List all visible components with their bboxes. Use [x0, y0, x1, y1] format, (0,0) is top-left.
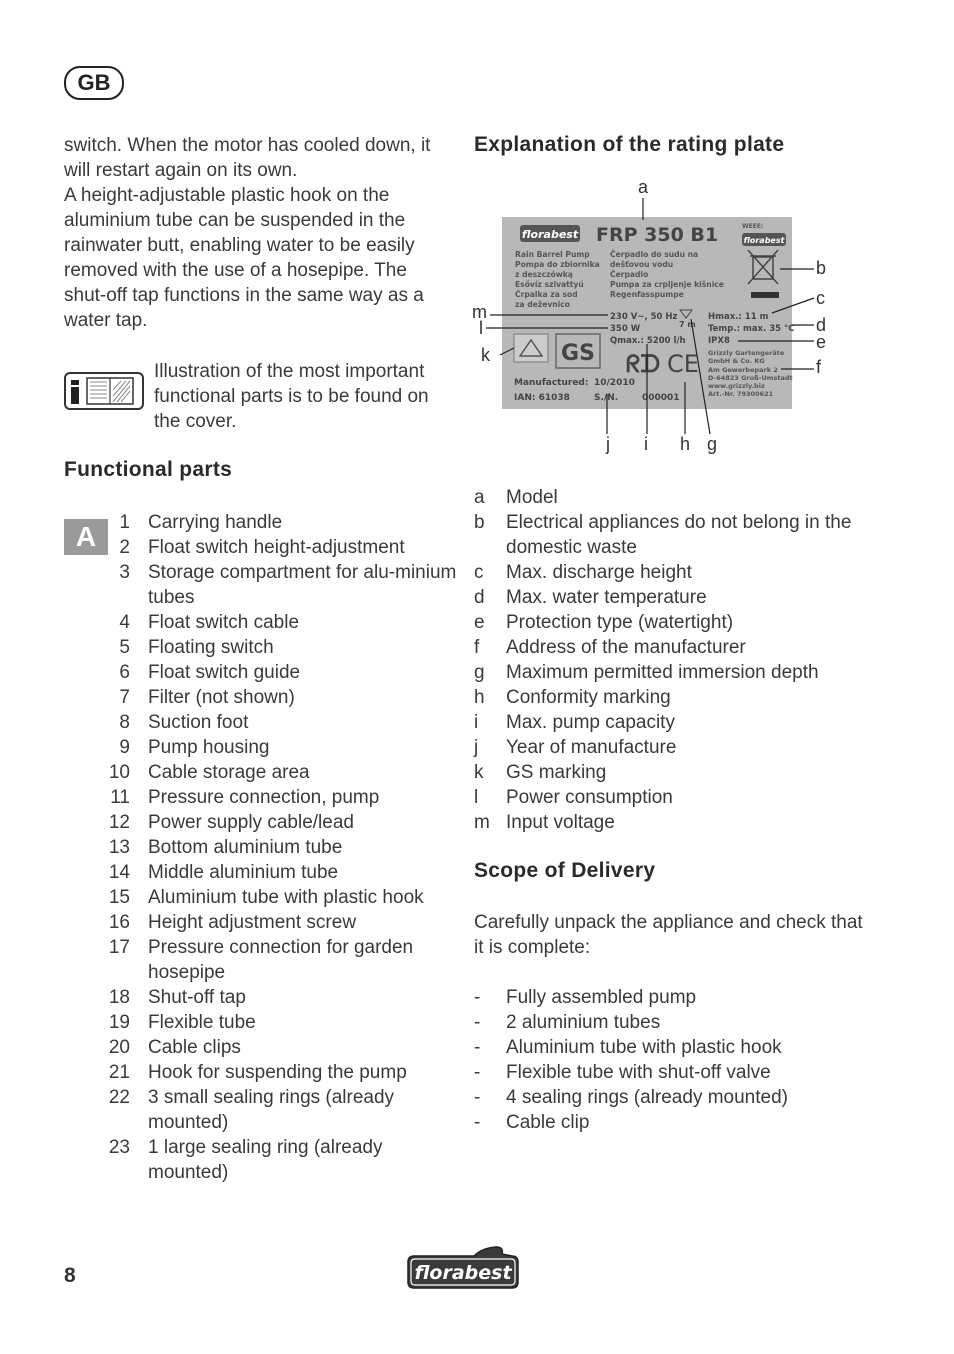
plate-sn-value: 000001: [642, 393, 680, 403]
dash-bullet: -: [474, 1037, 481, 1058]
intro-paragraph-1: switch. When the motor has cooled down, it will restart again on its own.: [64, 135, 431, 181]
list-item: [100, 810, 460, 835]
part-number: 11: [110, 787, 130, 808]
list-item: [100, 1035, 460, 1060]
rating-plate-legend: [474, 485, 874, 835]
part-text: Storage compartment for alu-minium tubes: [148, 562, 457, 608]
legend-text: Maximum permitted immersion depth: [506, 662, 819, 683]
list-item: [474, 610, 874, 635]
list-item: [474, 1010, 874, 1035]
rating-plate-figure: [470, 172, 840, 462]
scope-item-text: Fully assembled pump: [506, 987, 697, 1008]
language-badge: GB: [64, 66, 124, 100]
figure-a-label: A: [64, 519, 108, 555]
part-number: 5: [119, 637, 130, 658]
legend-key: j: [474, 737, 479, 758]
plate-address-1: Grizzly Gartengeräte: [708, 349, 785, 357]
list-item: [100, 1135, 460, 1185]
part-number: 14: [108, 862, 130, 883]
legend-text: Conformity marking: [506, 687, 671, 708]
list-item: [474, 985, 874, 1010]
callout-j: j: [606, 434, 610, 454]
plate-name-right-1: Čerpadlo do sudu na: [610, 250, 699, 259]
part-text: Pump housing: [148, 737, 270, 758]
list-item: [474, 760, 874, 785]
scope-item-text: Cable clip: [506, 1112, 590, 1133]
part-text: 1 large sealing ring (already mounted): [148, 1137, 383, 1183]
callout-k: k: [481, 345, 490, 365]
plate-manufactured-value: 10/2010: [594, 378, 635, 388]
plate-voltage: 230 V~, 50 Hz: [610, 312, 678, 322]
legend-key: a: [474, 487, 485, 508]
part-number: 10: [108, 762, 130, 783]
part-number: 18: [108, 987, 130, 1008]
legend-text: Max. water temperature: [506, 587, 707, 608]
part-text: 3 small sealing rings (already mounted): [148, 1087, 395, 1133]
list-item: [100, 860, 460, 885]
dash-bullet: -: [474, 1112, 481, 1133]
part-number: 4: [119, 612, 130, 633]
list-item: [100, 710, 460, 735]
list-item: [100, 510, 460, 535]
list-item: [474, 1060, 874, 1085]
callout-h: h: [679, 434, 691, 454]
part-number: 6: [119, 662, 130, 683]
legend-text: Power consumption: [506, 787, 673, 808]
scope-intro: Carefully unpack the appliance and check that it is complete:: [474, 912, 863, 958]
part-text: Height adjustment screw: [148, 912, 357, 933]
list-item: [474, 710, 874, 735]
part-text: Carrying handle: [148, 512, 283, 533]
list-item: [100, 910, 460, 935]
part-number: 22: [108, 1087, 130, 1108]
list-item: [474, 1085, 874, 1110]
legend-key: d: [474, 587, 485, 608]
plate-name-left-1: Rain Barrel Pump: [515, 250, 590, 259]
list-item: [100, 735, 460, 760]
legend-text: Address of the manufacturer: [506, 637, 746, 658]
callout-d: d: [816, 315, 827, 335]
part-text: Bottom aluminium tube: [148, 837, 343, 858]
list-item: [474, 560, 874, 585]
plate-address-6: Art.-Nr. 79300621: [708, 390, 774, 398]
plate-hmax: Hmax.: 11 m: [708, 312, 769, 322]
legend-key: g: [474, 662, 485, 683]
list-item: [474, 735, 874, 760]
list-item: [474, 510, 874, 560]
legend-key: b: [474, 512, 485, 533]
eac-mark-icon: ᖇᗪ: [626, 350, 661, 378]
plate-temp: Temp.: max. 35 °C: [708, 324, 795, 334]
legend-key: c: [474, 562, 484, 583]
list-item: [100, 985, 460, 1010]
plate-name-left-3: z deszczówką: [515, 270, 573, 279]
callout-i: i: [644, 434, 648, 454]
legend-text: Electrical appliances do not belong in the domestic waste: [506, 512, 852, 558]
legend-text: GS marking: [506, 762, 607, 783]
plate-model: FRP 350 B1: [596, 224, 719, 246]
plate-address-5: www.grizzly.biz: [708, 382, 765, 390]
callout-c: c: [816, 288, 825, 308]
plate-power: 350 W: [610, 324, 641, 334]
list-item: [100, 1060, 460, 1085]
dash-bullet: -: [474, 1012, 481, 1033]
part-text: Float switch guide: [148, 662, 301, 683]
list-item: [474, 485, 874, 510]
info-note: Illustration of the most important functional parts is to be found on the cover.: [154, 361, 429, 432]
part-number: 15: [108, 887, 130, 908]
part-number: 8: [119, 712, 130, 733]
list-item: [474, 685, 874, 710]
list-item: [474, 785, 874, 810]
callout-f: f: [816, 357, 822, 377]
plate-ian: IAN: 61038: [514, 393, 570, 403]
plate-brand-small: florabest: [743, 236, 785, 245]
part-text: Float switch cable: [148, 612, 300, 633]
plate-depth: 7 m: [679, 320, 696, 329]
plate-name-right-4: Pumpa za crpljenje kišnice: [610, 280, 724, 289]
list-item: [100, 660, 460, 685]
list-item: [100, 560, 460, 610]
part-text: Cable storage area: [148, 762, 310, 783]
scope-item-text: Flexible tube with shut-off valve: [506, 1062, 771, 1083]
intro-text: [64, 133, 454, 333]
list-item: [474, 660, 874, 685]
intro-paragraph-2: A height-adjustable plastic hook on the aluminium tube can be suspended in the rainwater butt, enabling water to be easily removed with the use of a hosepipe. The shut-off tap functions in the same way as a water tap.: [64, 185, 424, 331]
legend-key: f: [474, 637, 480, 658]
plate-weee: WEEE:: [742, 223, 764, 230]
part-number: 21: [108, 1062, 130, 1083]
callout-e: e: [816, 332, 827, 352]
legend-text: Max. discharge height: [506, 562, 692, 583]
part-number: 3: [119, 562, 130, 583]
plate-brand: florabest: [521, 228, 579, 241]
plate-name-right-3: Čerpadlo: [610, 270, 649, 279]
list-item: [474, 585, 874, 610]
part-number: 16: [108, 912, 130, 933]
part-text: Float switch height-adjustment: [148, 537, 405, 558]
part-number: 9: [119, 737, 130, 758]
part-text: Pressure connection, pump: [148, 787, 380, 808]
part-text: Aluminium tube with plastic hook: [148, 887, 424, 908]
list-item: [100, 1010, 460, 1035]
list-item: [474, 810, 874, 835]
legend-key: e: [474, 612, 485, 633]
plate-name-left-4: Esővíz szivattyú: [515, 280, 584, 289]
part-number: 23: [108, 1137, 130, 1158]
plate-name-left-6: za deževnico: [515, 300, 571, 309]
plate-gs: GS: [561, 341, 595, 366]
plate-name-left-2: Pompa do zbiornika: [515, 260, 600, 269]
legend-text: Max. pump capacity: [506, 712, 675, 733]
part-text: Middle aluminium tube: [148, 862, 339, 883]
plate-address-3: Am Gewerbepark 2: [708, 366, 778, 374]
part-text: Cable clips: [148, 1037, 241, 1058]
page-number: 8: [64, 1264, 76, 1287]
list-item: [474, 1110, 874, 1135]
plate-name-right-5: Regenfasspumpe: [610, 290, 684, 299]
part-text: Power supply cable/lead: [148, 812, 354, 833]
plate-name-right-2: dešťovou vodu: [610, 260, 674, 269]
part-text: Shut-off tap: [148, 987, 246, 1008]
part-text: Hook for suspending the pump: [148, 1062, 407, 1083]
list-item: [474, 1035, 874, 1060]
callout-b: b: [816, 258, 827, 278]
callout-m: m: [472, 302, 487, 322]
part-number: 20: [108, 1037, 130, 1058]
rating-plate-heading: Explanation of the rating plate: [474, 133, 785, 156]
legend-key: i: [474, 712, 479, 733]
legend-key: h: [474, 687, 485, 708]
scope-heading: Scope of Delivery: [474, 859, 656, 882]
dash-bullet: -: [474, 987, 481, 1008]
legend-text: Year of manufacture: [506, 737, 677, 758]
scope-item-text: 4 sealing rings (already mounted): [506, 1087, 788, 1108]
list-item: [100, 785, 460, 810]
part-number: 2: [119, 537, 130, 558]
plate-manufactured: Manufactured:: [514, 378, 589, 388]
functional-parts-heading: Functional parts: [64, 458, 233, 481]
plate-ce: CE: [667, 350, 699, 378]
scope-list: [474, 985, 874, 1135]
list-item: [100, 610, 460, 635]
list-item: [100, 885, 460, 910]
part-text: Suction foot: [148, 712, 249, 733]
scope-item-text: Aluminium tube with plastic hook: [506, 1037, 782, 1058]
legend-text: Input voltage: [506, 812, 615, 833]
test-mark-icon: [514, 334, 548, 362]
list-item: [100, 935, 460, 985]
callout-a: a: [637, 177, 649, 197]
plate-sn: S./N.: [594, 393, 619, 403]
list-item: [100, 685, 460, 710]
functional-parts-list: [100, 510, 460, 1185]
rating-plate-svg: [470, 172, 840, 462]
list-item: [100, 1085, 460, 1135]
part-number: 7: [119, 687, 130, 708]
list-item: [100, 635, 460, 660]
legend-key: k: [474, 762, 484, 783]
florabest-logo: [404, 1244, 522, 1292]
part-number: 17: [108, 937, 130, 958]
legend-text: Model: [506, 487, 558, 508]
callout-g: g: [706, 434, 718, 454]
list-item: [100, 535, 460, 560]
legend-key: m: [474, 812, 490, 833]
part-number: 19: [108, 1012, 130, 1033]
dash-bullet: -: [474, 1062, 481, 1083]
list-item: [100, 835, 460, 860]
part-number: 12: [108, 812, 130, 833]
part-text: Floating switch: [148, 637, 274, 658]
dash-bullet: -: [474, 1087, 481, 1108]
plate-address-2: GmbH & Co. KG: [708, 357, 765, 365]
part-number: 13: [108, 837, 130, 858]
svg-text:florabest: florabest: [414, 1262, 512, 1284]
scope-item-text: 2 aluminium tubes: [506, 1012, 661, 1033]
list-item: [474, 635, 874, 660]
legend-text: Protection type (watertight): [506, 612, 734, 633]
part-text: Filter (not shown): [148, 687, 295, 708]
legend-key: l: [474, 787, 479, 808]
part-number: 1: [119, 512, 130, 533]
part-text: Pressure connection for garden hosepipe: [148, 937, 414, 983]
list-item: [100, 760, 460, 785]
plate-name-left-5: Črpalka za sod: [515, 290, 578, 299]
callout-l: l: [479, 318, 483, 338]
info-book-icon: [64, 372, 144, 410]
plate-address-4: D-64823 Groß-Umstadt: [708, 374, 793, 382]
part-text: Flexible tube: [148, 1012, 256, 1033]
plate-ipx: IPX8: [708, 336, 730, 346]
plate-qmax: Qmax.: 5200 l/h: [610, 336, 686, 346]
